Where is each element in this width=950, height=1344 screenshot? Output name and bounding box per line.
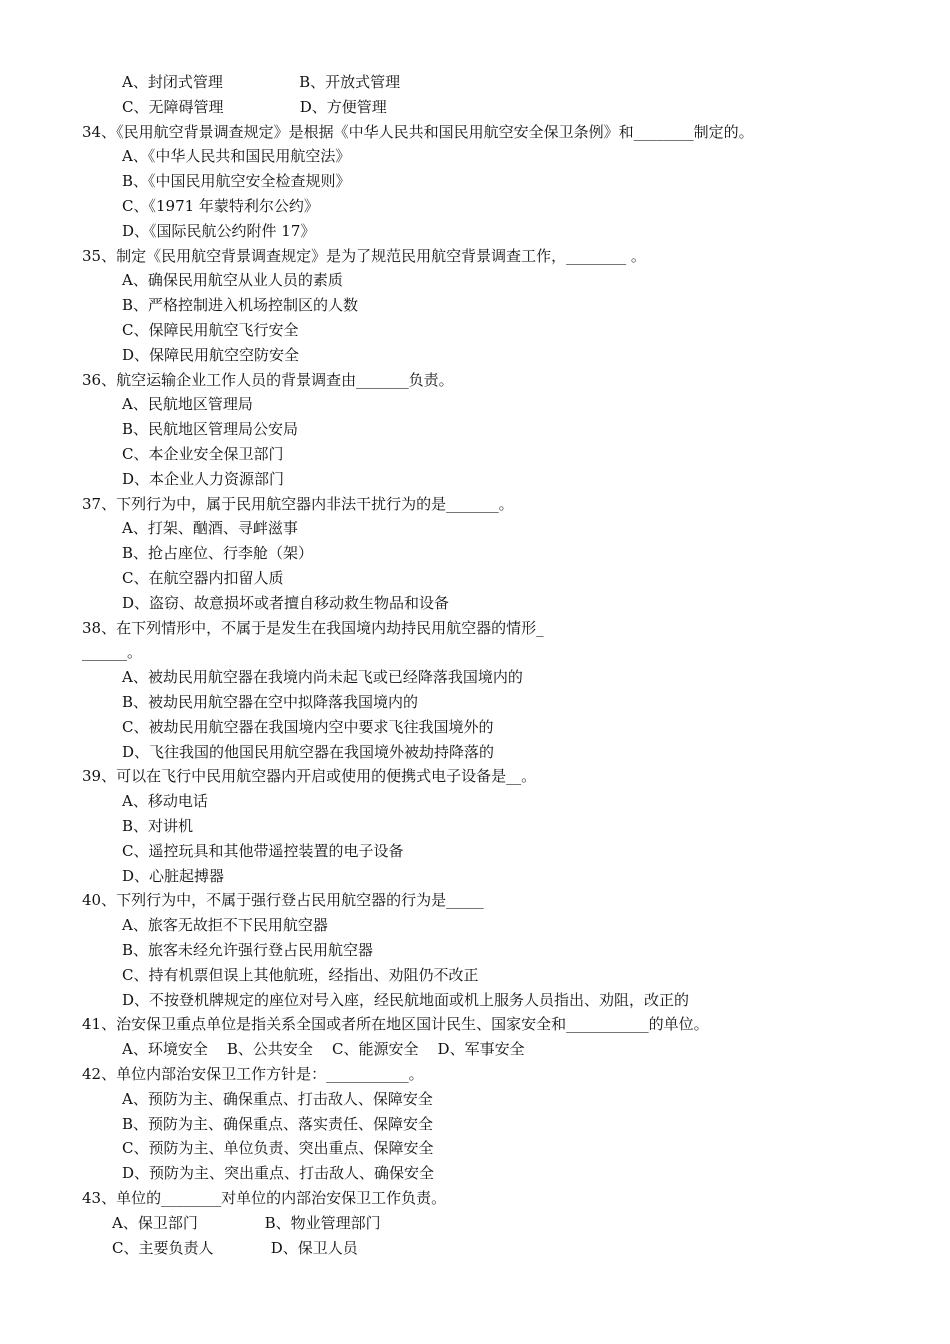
question-text: 40、下列行为中，不属于强行登占民用航空器的行为是_____ (82, 891, 484, 909)
question-text: 36、航空运输企业工作人员的背景调查由_______负责。 (82, 371, 454, 389)
answer-option: A、保卫部门 B、物业管理部门 (112, 1214, 381, 1232)
answer-option: D、保障民用航空空防安全 (122, 346, 300, 364)
answer-option: A、旅客无故拒不下民用航空器 (122, 916, 328, 934)
answer-option: B、严格控制进入机场控制区的人数 (122, 296, 359, 314)
answer-option: B、旅客未经允许强行登占民用航空器 (122, 941, 374, 959)
question-continuation: ______。 (82, 643, 143, 661)
answer-option: D、不按登机牌规定的座位对号入座，经民航地面或机上服务人员指出、劝阻，改正的 (122, 991, 690, 1009)
answer-option: A、环境安全 B、公共安全 C、能源安全 D、军事安全 (122, 1040, 525, 1058)
answer-option: C、持有机票但误上其他航班，经指出、劝阻仍不改正 (122, 966, 479, 984)
answer-option: D、盗窃、故意损坏或者擅自移动救生物品和设备 (122, 594, 450, 612)
answer-option: A、移动电话 (122, 792, 208, 810)
question-text: 35、制定《民用航空背景调查规定》是为了规范民用航空背景调查工作，________ 。 (82, 247, 646, 265)
question-text: 42、单位内部治安保卫工作方针是：___________。 (82, 1065, 424, 1083)
answer-option: C、预防为主、单位负责、突出重点、保障安全 (122, 1139, 434, 1157)
answer-option: A、预防为主、确保重点、打击敌人、保障安全 (122, 1090, 433, 1108)
answer-option: D、《国际民航公约附件 17》 (122, 222, 316, 240)
answer-option: D、本企业人力资源部门 (122, 470, 285, 488)
answer-option: A、《中华人民共和国民用航空法》 (122, 147, 351, 165)
answer-option: C、无障碍管理 D、方便管理 (122, 98, 387, 116)
answer-option: D、心脏起搏器 (122, 867, 225, 885)
answer-option: A、封闭式管理 B、开放式管理 (122, 73, 401, 91)
question-text: 38、在下列情形中，不属于是发生在我国境内劫持民用航空器的情形_ (82, 619, 544, 637)
answer-option: C、保障民用航空飞行安全 (122, 321, 299, 339)
answer-option: B、《中国民用航空安全检查规则》 (122, 172, 351, 190)
answer-option: C、本企业安全保卫部门 (122, 445, 284, 463)
question-text: 34、《民用航空背景调查规定》是根据《中华人民共和国民用航空安全保卫条例》和________制定的。 (82, 123, 754, 141)
question-text: 37、下列行为中，属于民用航空器内非法干扰行为的是_______。 (82, 495, 514, 513)
answer-option: D、飞往我国的他国民用航空器在我国境外被劫持降落的 (122, 743, 495, 761)
answer-option: C、在航空器内扣留人质 (122, 569, 284, 587)
answer-option: B、抢占座位、行李舱（架） (122, 544, 314, 562)
answer-option: B、被劫民用航空器在空中拟降落我国境内的 (122, 693, 419, 711)
answer-option: C、被劫民用航空器在我国境内空中要求飞往我国境外的 (122, 718, 494, 736)
question-text: 39、可以在飞行中民用航空器内开启或使用的便携式电子设备是__。 (82, 767, 537, 785)
question-text: 41、治安保卫重点单位是指关系全国或者所在地区国计民生、国家安全和___________的单位。 (82, 1015, 709, 1033)
answer-option: D、预防为主、突出重点、打击敌人、确保安全 (122, 1164, 435, 1182)
answer-option: B、预防为主、确保重点、落实责任、保障安全 (122, 1115, 434, 1133)
answer-option: C、遥控玩具和其他带遥控装置的电子设备 (122, 842, 404, 860)
answer-option: C、《1971 年蒙特利尔公约》 (122, 197, 319, 215)
answer-option: A、确保民用航空从业人员的素质 (122, 271, 343, 289)
answer-option: A、民航地区管理局 (122, 395, 253, 413)
question-text: 43、单位的________对单位的内部治安保卫工作负责。 (82, 1189, 447, 1207)
answer-option: B、民航地区管理局公安局 (122, 420, 299, 438)
answer-option: B、对讲机 (122, 817, 194, 835)
answer-option: A、打架、酗酒、寻衅滋事 (122, 519, 298, 537)
answer-option: C、主要负责人 D、保卫人员 (112, 1239, 358, 1257)
answer-option: A、被劫民用航空器在我境内尚未起飞或已经降落我国境内的 (122, 668, 523, 686)
